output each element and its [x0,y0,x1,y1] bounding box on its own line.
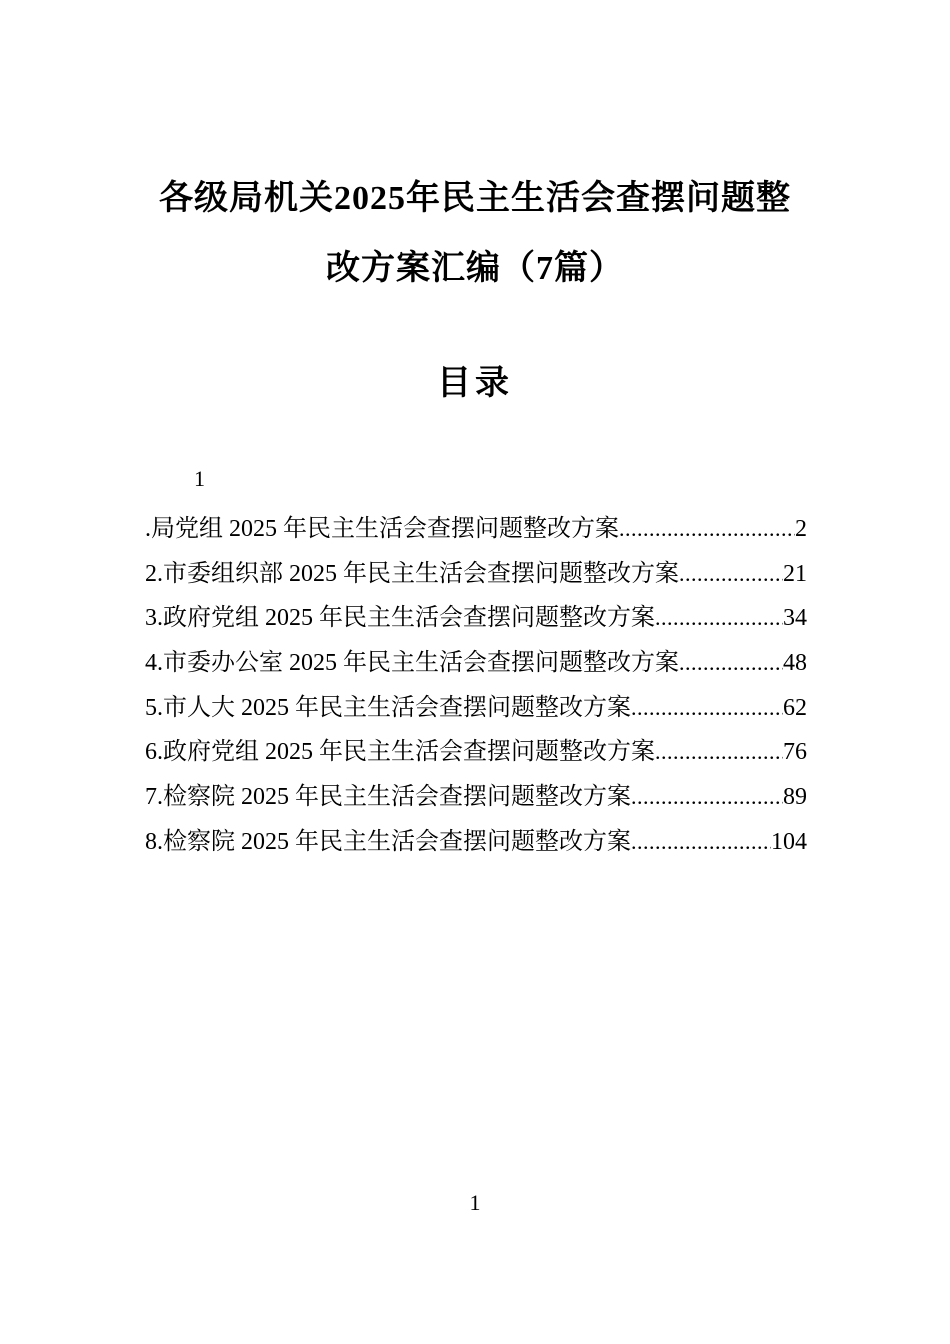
toc-leader-dots [655,605,783,631]
toc-entry-title: 3.政府党组 2025 年民主生活会查摆问题整改方案 [145,605,655,632]
toc-entry-6[interactable] [145,731,807,776]
toc-entry-8[interactable] [145,821,807,866]
toc-entry-7[interactable] [145,776,807,821]
toc-entry-page: 21 [783,560,807,587]
toc-entry-1[interactable] [145,508,807,553]
toc-entry-title: 2.市委组织部 2025 年民主生活会查摆问题整改方案 [145,560,679,587]
toc-leader-dots [655,739,783,765]
toc-leader-dots [679,650,783,676]
toc-entry-page: 76 [783,739,807,766]
toc-entry-page: 104 [771,828,807,855]
toc-heading: 目录 [437,365,513,402]
toc-leader-dots [679,561,783,587]
toc-leader-dots [631,695,783,721]
toc-entry-title: .局党组 2025 年民主生活会查摆问题整改方案 [145,516,619,542]
toc-entry-title: 4.市委办公室 2025 年民主生活会查摆问题整改方案 [145,650,679,677]
toc-leader-dots [631,829,771,855]
page-number: 1 [469,1190,481,1215]
toc-stray-number: 1 [194,466,205,491]
toc-entry-5[interactable] [145,687,807,732]
table-of-contents [145,508,807,866]
toc-entry-title: 7.检察院 2025 年民主生活会查摆问题整改方案 [145,784,631,811]
toc-entry-4[interactable] [145,642,807,687]
toc-leader-dots [631,784,783,810]
document-title-line-2: 改方案汇编（7篇） [326,250,624,287]
toc-leader-dots [619,516,795,542]
toc-entry-page: 89 [783,784,807,811]
toc-entry-3[interactable] [145,597,807,642]
toc-entry-page: 48 [783,650,807,677]
toc-entry-title: 6.政府党组 2025 年民主生活会查摆问题整改方案 [145,739,655,766]
toc-entry-title: 8.检察院 2025 年民主生活会查摆问题整改方案 [145,828,631,855]
toc-entry-page: 34 [783,605,807,632]
toc-entry-page: 2 [795,516,807,542]
toc-entry-page: 62 [783,694,807,721]
toc-entry-2[interactable] [145,553,807,598]
toc-entry-title: 5.市人大 2025 年民主生活会查摆问题整改方案 [145,694,631,721]
document-title-line-1: 各级局机关2025年民主生活会查摆问题整 [159,180,791,217]
